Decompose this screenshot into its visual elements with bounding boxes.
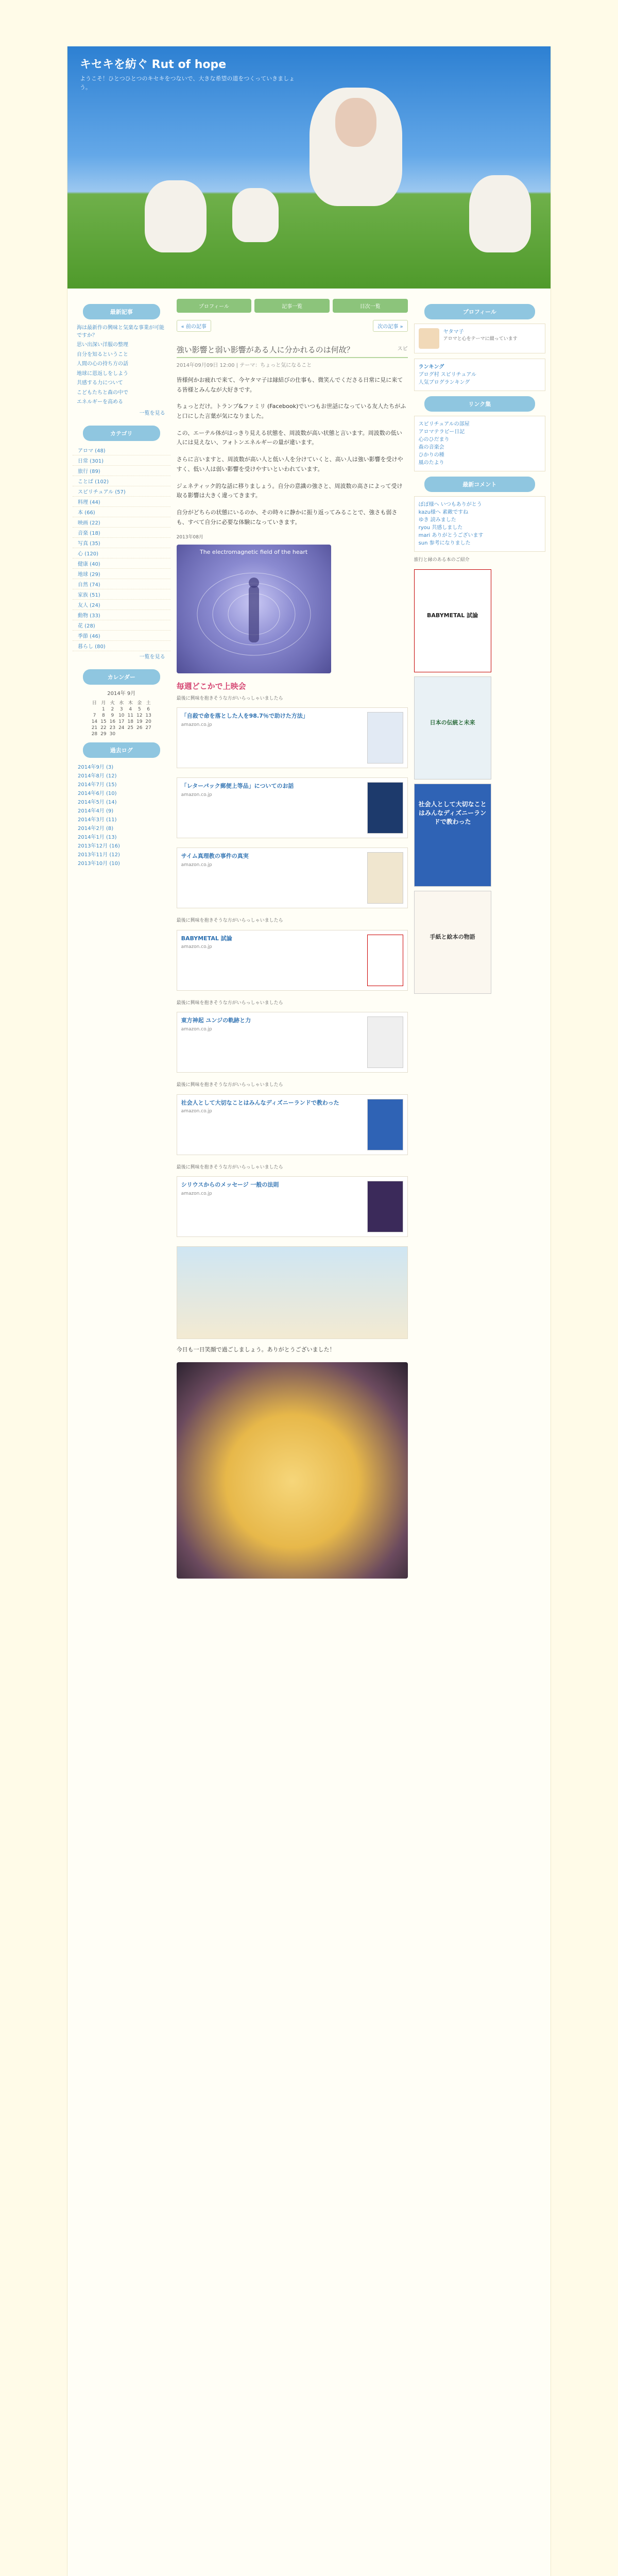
book-card[interactable]	[177, 1094, 408, 1155]
comment-item[interactable]: ぽぽ様へ いつもありがとう	[418, 502, 482, 507]
archive-item[interactable]: 2014年2月 (8)	[78, 825, 114, 832]
category-item[interactable]: 地球 (29)	[73, 569, 170, 579]
category-more-link[interactable]: 一覧を見る	[139, 654, 165, 660]
entry-paragraph: この、エーテル体がはっきり見える状態を、周波数が高い状態と言います。周波数の低い人には見えない、フォトンエネルギーの量が違います。	[176, 429, 402, 446]
lamb-image	[232, 188, 279, 242]
entry-title[interactable]: 強い影響と弱い影響がある人に分かれるのは何故？	[176, 345, 354, 354]
calendar-day[interactable]: 13	[145, 713, 151, 718]
nav-index-button[interactable]: 目次一覧	[333, 299, 408, 313]
calendar-month: 2014年 9月	[107, 690, 136, 697]
book-cover-image[interactable]	[367, 1181, 403, 1232]
calendar-day[interactable]: 28	[91, 731, 98, 737]
calendar-day[interactable]: 11	[127, 713, 133, 718]
archive-item[interactable]: 2013年12月 (16)	[78, 843, 120, 849]
news-item[interactable]: 自分を知るということ	[77, 351, 128, 358]
profile-card	[414, 324, 545, 353]
card-lead: 最後に興味を抱きそうな方がいらっしゃいましたら	[176, 696, 283, 701]
book-cover-image[interactable]	[367, 1099, 403, 1150]
category-item[interactable]: 友人 (24)	[73, 600, 170, 610]
calendar-day[interactable]: 8	[102, 713, 105, 718]
lamb-image	[145, 180, 207, 252]
calendar-day[interactable]: 14	[91, 719, 98, 724]
chick-photo[interactable]	[177, 1362, 408, 1579]
links-card	[414, 416, 545, 471]
category-item[interactable]: スピリチュアル (57)	[73, 486, 170, 497]
entry-paragraph: 皆様何かお疲れで来て、今ヤタマ子は縁結びの仕事も、微笑んでくださる日常に見に来てる皆様とみんなが大好きです。	[176, 377, 403, 393]
calendar-day[interactable]: 19	[136, 719, 143, 724]
calendar-row	[90, 731, 153, 737]
calendar-day[interactable]: 29	[100, 731, 107, 737]
torus-figure-icon	[177, 545, 331, 673]
calendar-day[interactable]: 5	[138, 706, 141, 712]
book-card-source: amazon.co.jp	[181, 1109, 212, 1114]
link-item[interactable]: スピリチュアルの部屋	[418, 421, 470, 427]
archive-item[interactable]: 2014年9月 (3)	[78, 764, 114, 770]
book-cover-image[interactable]	[367, 712, 403, 764]
calendar-day[interactable]: 10	[118, 713, 125, 718]
category-item[interactable]: 料理 (44)	[73, 497, 170, 507]
calendar-day[interactable]: 26	[136, 725, 143, 731]
entry-paragraph: ちょっとだけ。トランプ&ファミリ (Facebook)でいつもお世話になっている友人たちがふと口にした言葉が気になりました。	[176, 403, 406, 420]
prev-entry-link[interactable]: « 前の記事	[177, 320, 211, 332]
book-ad-title: BABYMETAL 試論	[427, 612, 478, 619]
book-card[interactable]	[177, 777, 408, 838]
calendar-day[interactable]: 15	[100, 719, 107, 724]
calendar-day[interactable]: 16	[109, 719, 116, 724]
calendar-day[interactable]: 2	[111, 706, 114, 712]
left-sidebar	[73, 299, 170, 1579]
news-item[interactable]: 思い出深い洋服の整理	[77, 342, 128, 348]
category-item[interactable]: 暮らし (80)	[73, 641, 170, 651]
book-card-source: amazon.co.jp	[181, 862, 212, 868]
calendar-day[interactable]: 17	[118, 719, 125, 724]
calendar-day[interactable]: 22	[100, 725, 107, 731]
widget-title-profile: プロフィール	[424, 304, 535, 319]
comment-item[interactable]: ゆき 読みました	[418, 517, 456, 523]
book-cover-image[interactable]	[367, 1016, 403, 1068]
entry-paragraph: さらに言いますと、周波数が高い人と低い人を分けていくと、高い人は強い影響を受けやすく、低い人は弱い影響を受けやすいといわれています。	[176, 456, 403, 472]
category-item[interactable]: 自然 (74)	[73, 579, 170, 589]
calendar-row	[90, 713, 153, 719]
calendar-day[interactable]: 6	[147, 706, 150, 712]
card-lead: 最後に興味を抱きそうな方がいらっしゃいましたら	[176, 918, 283, 924]
calendar-day[interactable]	[126, 731, 135, 737]
book-card-source: amazon.co.jp	[181, 944, 212, 950]
category-list	[73, 445, 170, 651]
news-item[interactable]: エネルギーを高める	[77, 399, 123, 405]
news-list	[73, 324, 170, 408]
blog-title[interactable]: キセキを紡ぐ Rut of hope	[80, 58, 227, 71]
entry-title-bar	[177, 340, 408, 358]
news-item[interactable]: 人間の心の持ち方の話	[77, 361, 128, 367]
book-card[interactable]	[177, 930, 408, 991]
archive-item[interactable]: 2014年4月 (9)	[78, 808, 114, 814]
news-more-link[interactable]: 一覧を見る	[139, 410, 165, 416]
calendar-day[interactable]: 18	[127, 719, 133, 724]
category-item[interactable]: アロマ (48)	[73, 445, 170, 455]
calendar-head-cell: 土	[146, 700, 151, 706]
category-item[interactable]: 季節 (46)	[73, 631, 170, 641]
calendar-day[interactable]: 24	[118, 725, 125, 731]
card-lead: 最後に興味を抱きそうな方がいらっしゃいましたら	[176, 1082, 283, 1088]
figure-caption: The electromagnetic field of the heart	[199, 548, 308, 555]
comments-card	[414, 496, 545, 552]
category-item[interactable]: 音楽 (18)	[73, 528, 170, 538]
main-nav	[177, 299, 408, 313]
category-item[interactable]: ことば (102)	[73, 476, 170, 486]
calendar-day[interactable]: 25	[127, 725, 133, 731]
calendar-day[interactable]: 1	[102, 706, 105, 712]
calendar-day[interactable]: 23	[109, 725, 116, 731]
book-card-source: amazon.co.jp	[181, 792, 212, 798]
category-item[interactable]: 心 (120)	[73, 548, 170, 558]
book-card[interactable]	[177, 707, 408, 768]
news-item[interactable]: 地球に恩返しをしよう	[77, 370, 128, 377]
book-card-title[interactable]: 東方神起 ユンジの軌跡と力	[181, 1017, 251, 1024]
lamb-face	[335, 98, 376, 147]
calendar-day[interactable]: 27	[145, 725, 151, 731]
category-item[interactable]: 家族 (51)	[73, 589, 170, 600]
calendar-head-cell: 火	[110, 700, 115, 706]
calendar-day[interactable]: 30	[109, 731, 116, 737]
calendar-head-cell: 金	[137, 700, 142, 706]
figure-label: 2013年08月	[176, 535, 203, 540]
archive-item[interactable]: 2013年10月 (10)	[78, 860, 120, 867]
book-card[interactable]	[177, 1176, 408, 1237]
calendar-head-cell: 日	[92, 700, 97, 706]
book-card-text	[181, 1099, 367, 1150]
book-card-title[interactable]: BABYMETAL 試論	[181, 935, 232, 942]
ranking-line[interactable]: 人気ブログランキング	[418, 380, 470, 385]
book-card-text	[181, 1181, 367, 1232]
book-card-text	[181, 782, 367, 834]
news-item[interactable]: 海は最新作の興味と気楽な事業が可能ですか？	[77, 325, 164, 338]
widget-title-category: カテゴリ	[83, 426, 160, 441]
entry-paragraph: ジェネティック的な話に移りましょう。自分の意識の強さと、周波数の高さによって受け取る影響は大きく違ってきます。	[176, 482, 403, 499]
calendar-day[interactable]: 7	[93, 713, 96, 718]
category-item[interactable]: 日常 (301)	[73, 455, 170, 466]
link-item[interactable]: ひかりの種	[418, 452, 444, 458]
calendar-day[interactable]: 20	[145, 719, 151, 724]
book-card-title[interactable]: シリウスからのメッセージ 一般の法則	[181, 1181, 279, 1189]
book-card-title[interactable]: サイム真理教の事件の真実	[181, 853, 249, 860]
book-card-source: amazon.co.jp	[181, 722, 212, 727]
ranking-title: ランキング	[418, 364, 444, 370]
book-card[interactable]	[177, 848, 408, 908]
calendar-head-cell: 木	[128, 700, 133, 706]
profile-name[interactable]: ヤタマ子	[443, 329, 464, 335]
ranking-line[interactable]: ブログ村 スピリチュアル	[418, 372, 476, 378]
calendar-row	[90, 706, 153, 713]
entry-meta: 2014年09月09日 12:00 | テーマ：ちょっと気になること	[176, 363, 312, 368]
category-item[interactable]: 映画 (22)	[73, 517, 170, 528]
ranking-card	[414, 359, 545, 391]
category-item[interactable]: 旅行 (89)	[73, 466, 170, 476]
book-cover-image[interactable]	[367, 852, 403, 904]
book-ad-image[interactable]	[414, 891, 491, 994]
book-ad-title: 手紙と絵本の物語	[430, 933, 475, 940]
book-card-source: amazon.co.jp	[181, 1191, 212, 1196]
book-cover-image[interactable]	[367, 935, 403, 986]
comment-item[interactable]: mari ありがとうございます	[418, 533, 484, 538]
blog-subtitle: ようこそ！ひとつひとつのキセキをつないで、大きな希望の道をつくっていきましょう。	[80, 75, 295, 91]
widget-title-news: 最新記事	[83, 304, 160, 319]
calendar-table	[90, 699, 153, 737]
calendar-head-cell: 水	[119, 700, 124, 706]
lamb-image	[469, 175, 531, 252]
avatar[interactable]	[419, 328, 439, 349]
archive-item[interactable]: 2014年5月 (14)	[78, 799, 117, 805]
link-item[interactable]: 森の音楽会	[418, 445, 444, 450]
calendar-day[interactable]: 3	[119, 706, 123, 712]
book-card-title[interactable]: 社会人として大切なことはみんなディズニーランドで教わった	[181, 1099, 339, 1106]
blog-header	[67, 46, 551, 289]
entry-tag[interactable]: スピ	[397, 346, 408, 352]
calendar-day[interactable]	[135, 731, 144, 737]
book-ad-image[interactable]	[414, 676, 491, 779]
calendar-head-row	[90, 699, 153, 706]
right-sidebar	[414, 299, 545, 1579]
widget-title-links: リンク集	[424, 396, 535, 412]
widget-title-calendar: カレンダー	[83, 669, 160, 685]
page	[67, 46, 551, 2576]
book-card-title[interactable]: 「レターパック郵便上等品」についてのお話	[181, 783, 294, 790]
calendar-row	[90, 725, 153, 731]
link-item[interactable]: 風のたより	[418, 460, 444, 466]
archive-item[interactable]: 2014年3月 (11)	[78, 817, 117, 823]
card-lead: 最後に興味を抱きそうな方がいらっしゃいましたら	[176, 1000, 283, 1006]
calendar-day[interactable]: 4	[129, 706, 132, 712]
category-item[interactable]: 花 (28)	[73, 620, 170, 631]
archive-item[interactable]: 2014年7月 (15)	[78, 782, 117, 788]
heart-field-image[interactable]	[177, 545, 331, 673]
archive-item[interactable]: 2014年6月 (10)	[78, 790, 117, 796]
comment-item[interactable]: sun 参考になりました	[418, 540, 471, 546]
nav-profile-button[interactable]: プロフィール	[177, 299, 252, 313]
main-content	[177, 299, 408, 1579]
calendar-day[interactable]: 12	[136, 713, 143, 718]
archive-item[interactable]: 2013年11月 (12)	[78, 852, 120, 858]
news-item[interactable]: 共感する力について	[77, 380, 123, 386]
book-card[interactable]	[177, 1012, 408, 1073]
calendar-head-cell: 月	[101, 700, 106, 706]
book-card-text	[181, 935, 367, 986]
calendar-day[interactable]: 9	[111, 713, 114, 718]
pager	[177, 320, 408, 332]
calendar-day[interactable]	[144, 731, 152, 737]
entry-paragraph: 自分がどちらの状態にいるのか、その時々に静かに振り返ってみることで、強さも弱さも、すべて自分に必要な体験になっていきます。	[176, 509, 398, 526]
calendar-day[interactable]	[90, 706, 99, 713]
comment-item[interactable]: kazu様へ 素敵ですね	[418, 510, 469, 515]
book-card-text	[181, 712, 367, 764]
nav-articles-button[interactable]: 記事一覧	[254, 299, 330, 313]
closing-text: 今日も一日笑顔で過ごしましょう。ありがとうございました！	[176, 1346, 335, 1353]
category-item[interactable]: 健康 (40)	[73, 558, 170, 569]
calendar-day[interactable]: 21	[91, 725, 98, 731]
category-item[interactable]: 本 (66)	[73, 507, 170, 517]
book-card-text	[181, 852, 367, 904]
widget-title-comments: 最新コメント	[424, 477, 535, 492]
archive-item[interactable]: 2014年1月 (13)	[78, 834, 117, 840]
archive-list	[73, 762, 170, 867]
book-ad-title: 日本の伝統と未来	[430, 719, 475, 726]
calendar-day[interactable]	[117, 731, 126, 737]
comment-item[interactable]: ryou 共感しました	[418, 525, 463, 531]
ad-text: 旅行と縁のある本のご紹介	[414, 557, 470, 563]
news-item[interactable]: こどもたちと森の中で	[77, 389, 128, 396]
calendar-row	[90, 719, 153, 725]
book-ad-title: 社会人として大切なことはみんなディズニーランドで教わった	[418, 800, 487, 825]
book-ad-image[interactable]	[414, 569, 491, 672]
link-item[interactable]: 心のひだまり	[418, 437, 450, 443]
link-item[interactable]: アロマテラピー日記	[418, 429, 465, 435]
category-item[interactable]: 写真 (35)	[73, 538, 170, 548]
hashtag-heading: 毎週どこかで上映会	[176, 681, 246, 691]
book-card-title[interactable]: 「自殺で命を落とした人を98.7％で助けた方法」	[181, 713, 308, 720]
book-card-source: amazon.co.jp	[181, 1026, 212, 1032]
card-lead: 最後に興味を抱きそうな方がいらっしゃいましたら	[176, 1164, 283, 1170]
widget-title-archive: 過去ログ	[83, 742, 160, 758]
archive-item[interactable]: 2014年8月 (12)	[78, 773, 117, 779]
category-item[interactable]: 動物 (33)	[73, 610, 170, 620]
comic-strip-image[interactable]	[177, 1246, 408, 1339]
book-card-text	[181, 1016, 367, 1068]
book-cover-image[interactable]	[367, 782, 403, 834]
next-entry-link[interactable]: 次の記事 »	[373, 320, 407, 332]
book-ad-image[interactable]	[414, 784, 491, 887]
profile-desc: アロマと心をテーマに綴っています	[443, 336, 518, 342]
